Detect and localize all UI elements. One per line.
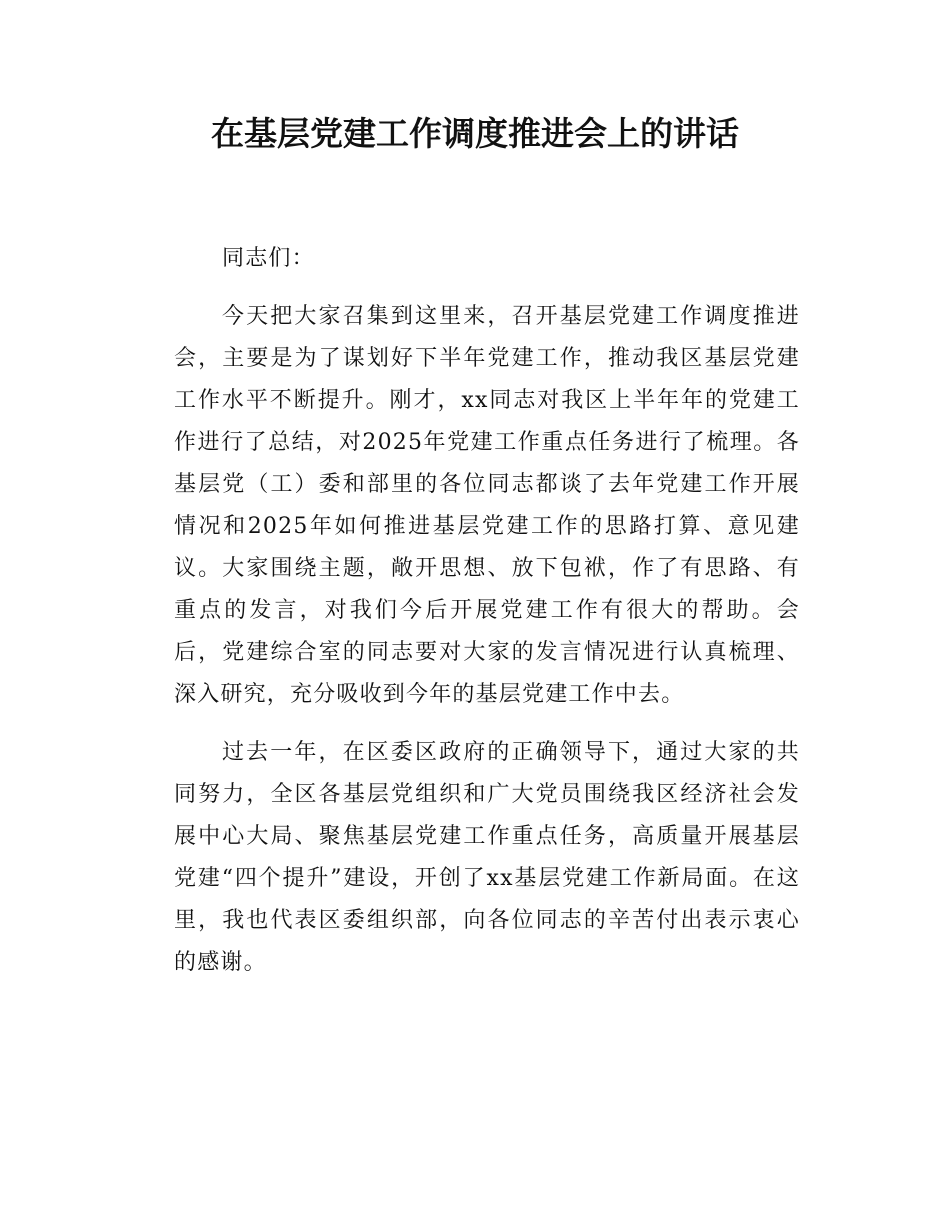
- document-body: [174, 238, 800, 1000]
- document-title: 在基层党建工作调度推进会上的讲话: [211, 114, 739, 153]
- paragraph-1: 今天把大家召集到这里来，召开基层党建工作调度推进会，主要是为了谋划好下半年党建工作，推动我区基层党建工作水平不断提升。刚才，xx同志对我区上半年年的党建工作进行了总结，对2025年党建工作重点任务进行了梳理。各基层党（工）委和部里的各位同志都谈了去年党建工作开展情况和2025年如何推进基层党建工作的思路打算、意见建议。大家围绕主题，敞开思想、放下包袱，作了有思路、有重点的发言，对我们今后开展党建工作有很大的帮助。会后，党建综合室的同志要对大家的发言情况进行认真梳理、深入研究，充分吸收到今年的基层党建工作中去。: [174, 304, 800, 707]
- paragraph-2: 过去一年，在区委区政府的正确领导下，通过大家的共同努力，全区各基层党组织和广大党员围绕我区经济社会发展中心大局、聚焦基层党建工作重点任务，高质量开展基层党建“四个提升”建设，开创了xx基层党建工作新局面。在这里，我也代表区委组织部，向各位同志的辛苦付出表示衷心的感谢。: [174, 740, 800, 975]
- salutation: 同志们：: [222, 246, 315, 271]
